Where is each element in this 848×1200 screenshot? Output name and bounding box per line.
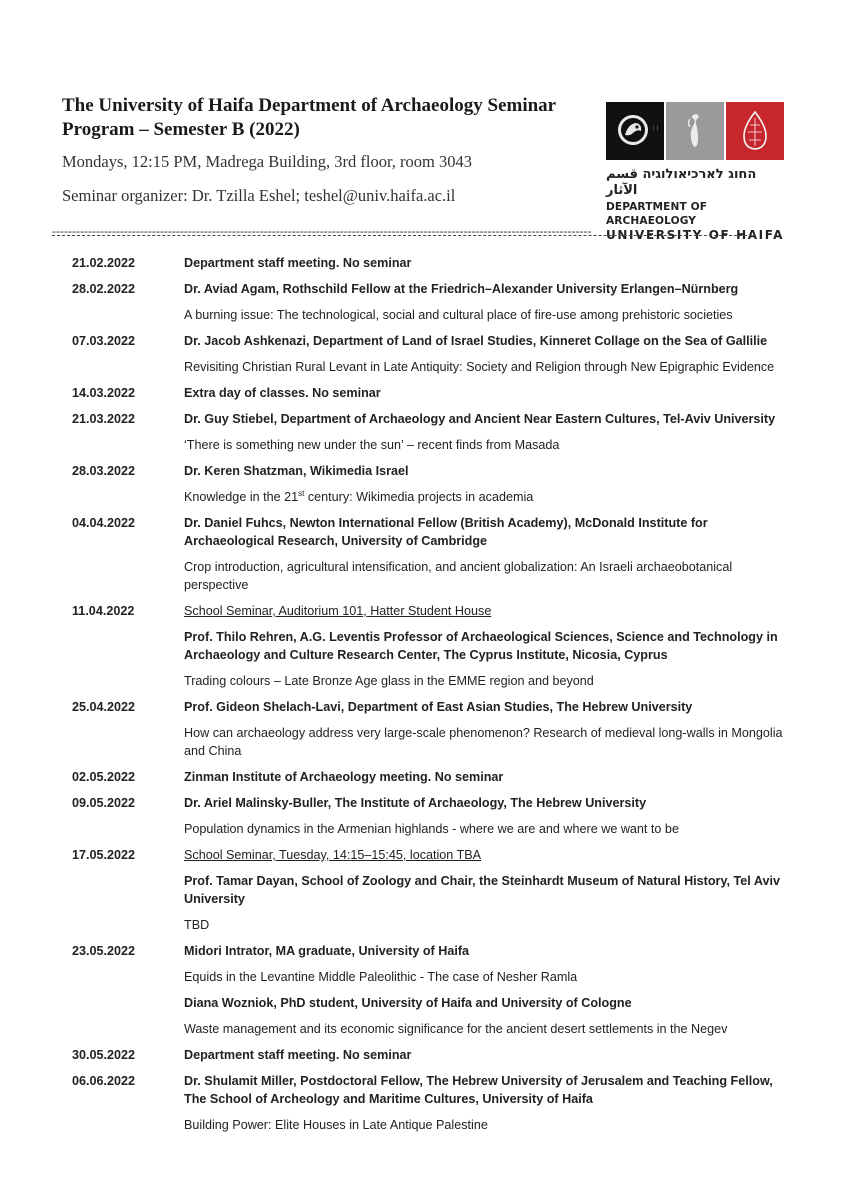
entry-date: 11.04.2022: [72, 604, 135, 618]
vessel-emblem-icon: [666, 102, 724, 160]
schedule-entry: [72, 384, 792, 402]
no-seminar-note: Extra day of classes. No seminar: [184, 386, 381, 400]
entry-date: 30.05.2022: [72, 1048, 136, 1062]
document-title: [62, 94, 602, 142]
speaker-line: Dr. Aviad Agam, Rothschild Fellow at the Friedrich–Alexander University Erlangen–Nürnberg: [184, 282, 739, 296]
entry-date: 02.05.2022: [72, 770, 136, 784]
entry-date: 14.03.2022: [72, 386, 136, 400]
schedule-entry: [72, 514, 792, 594]
schedule-entry: [72, 410, 792, 454]
schedule-entry: [72, 280, 792, 324]
talk-title: Equids in the Levantine Middle Paleolithic - The case of Nesher Ramla: [184, 970, 578, 984]
schedule-entry: [72, 332, 792, 376]
school-seminar-label: School Seminar, Auditorium 101, Hatter Student House: [184, 604, 492, 618]
logo-department-text: DEPARTMENT OF ARCHAEOLOGY: [606, 201, 708, 227]
coin-emblem-icon: [606, 102, 664, 160]
talk-title: Crop introduction, agricultural intensification, and ancient globalization: An Israeli archaeobotanical perspective: [184, 560, 733, 592]
venue-info: Mondays, 12:15 PM, Madrega Building, 3rd floor, room 3043: [62, 152, 472, 171]
entry-date: 21.02.2022: [72, 256, 136, 270]
schedule-entry: [72, 846, 792, 934]
svg-text:ᛁᛁ: ᛁᛁ: [652, 125, 660, 132]
entry-date: 21.03.2022: [72, 412, 136, 426]
talk-title: Building Power: Elite Houses in Late Antique Palestine: [184, 1118, 488, 1132]
speaker-line: Dr. Guy Stiebel, Department of Archaeology and Ancient Near Eastern Cultures, Tel-Aviv University: [184, 412, 776, 426]
entry-date: 09.05.2022: [72, 796, 136, 810]
schedule-entry: [72, 794, 792, 838]
seminar-program: [72, 254, 792, 1142]
schedule-entry: [72, 462, 792, 506]
talk-title: TBD: [184, 918, 210, 932]
talk-title-part: century: Wikimedia projects in academia: [304, 490, 534, 504]
entry-date: 04.04.2022: [72, 516, 136, 530]
schedule-entry: [72, 254, 792, 272]
logo-hebrew-arabic-text: החוג לארכיאולוגיה قسم الآثار: [606, 167, 757, 198]
pomegranate-emblem-icon: [726, 102, 784, 160]
speaker-line: Dr. Ariel Malinsky-Buller, The Institute of Archaeology, The Hebrew University: [184, 796, 647, 810]
talk-title: How can archaeology address very large-scale phenomenon? Research of medieval long-walls in Mongolia and China: [184, 726, 783, 758]
speaker-line: Dr. Shulamit Miller, Postdoctoral Fellow, The Hebrew University of Jerusalem and Teaching Fellow, The School of Archeology and Maritime Cultures, University of Haifa: [184, 1074, 773, 1106]
title-line-2: Program – Semester B (2022): [62, 119, 300, 140]
speaker-line: Prof. Tamar Dayan, School of Zoology and Chair, the Steinhardt Museum of Natural History, Tel Aviv University: [184, 874, 780, 906]
speaker-line: Dr. Keren Shatzman, Wikimedia Israel: [184, 464, 409, 478]
talk-title: Waste management and its economic significance for the ancient desert settlements in the Negev: [184, 1022, 728, 1036]
schedule-entry: [72, 698, 792, 760]
talk-title-part: Knowledge in the 21: [184, 490, 299, 504]
entry-date: 23.05.2022: [72, 944, 136, 958]
speaker-line: Prof. Gideon Shelach-Lavi, Department of East Asian Studies, The Hebrew University: [184, 700, 693, 714]
talk-title: [184, 488, 792, 506]
organizer-info: Seminar organizer: Dr. Tzilla Eshel; teshel@univ.haifa.ac.il: [62, 186, 456, 205]
no-seminar-note: Zinman Institute of Archaeology meeting. No seminar: [184, 770, 504, 784]
speaker-line: Prof. Thilo Rehren, A.G. Leventis Professor of Archaeological Sciences, Science and Technology in Archaeology and Culture Research Center, The Cyprus Institute, Nicosia, Cyprus: [184, 630, 778, 662]
speaker-line: Diana Wozniok, PhD student, University of Haifa and University of Cologne: [184, 996, 632, 1010]
schedule-entry: [72, 1072, 792, 1134]
talk-title: Trading colours – Late Bronze Age glass in the EMME region and beyond: [184, 674, 594, 688]
talk-title: A burning issue: The technological, social and cultural place of fire-use among prehistoric societies: [184, 308, 733, 322]
entry-date: 28.02.2022: [72, 282, 136, 296]
no-seminar-note: Department staff meeting. No seminar: [184, 256, 412, 270]
logo-university-text: UNIVERSITY OF HAIFA: [606, 228, 785, 242]
schedule-entry: [72, 768, 792, 786]
entry-date: 06.06.2022: [72, 1074, 136, 1088]
schedule-entry: [72, 942, 792, 1038]
speaker-line: Dr. Daniel Fuhcs, Newton International Fellow (British Academy), McDonald Institute for Archaeological Research, University of Cambridge: [184, 516, 708, 548]
speaker-line: Midori Intrator, MA graduate, University of Haifa: [184, 944, 470, 958]
logo-emblems: [606, 102, 788, 160]
title-line-1: The University of Haifa Department of Archaeology Seminar: [62, 95, 557, 116]
talk-title: ‘There is something new under the sun’ – recent finds from Masada: [184, 438, 560, 452]
no-seminar-note: Department staff meeting. No seminar: [184, 1048, 412, 1062]
schedule-entry: [72, 1046, 792, 1064]
talk-title: Revisiting Christian Rural Levant in Late Antiquity: Society and Religion through New Epigraphic Evidence: [184, 360, 775, 374]
entry-date: 17.05.2022: [72, 848, 136, 862]
speaker-line: Dr. Jacob Ashkenazi, Department of Land of Israel Studies, Kinneret Collage on the Sea of Gallilie: [184, 334, 768, 348]
schedule-entry: [72, 602, 792, 690]
department-logo: [606, 102, 788, 242]
school-seminar-label: School Seminar, Tuesday, 14:15–15:45, location TBA: [184, 848, 482, 862]
entry-date: 25.04.2022: [72, 700, 136, 714]
entry-date: 07.03.2022: [72, 334, 136, 348]
ordinal-suffix: st: [298, 488, 305, 498]
dashed-divider: ---------------------------------------------------------------------------------------------------------------------------------------: [52, 226, 752, 236]
talk-title: Population dynamics in the Armenian highlands - where we are and where we want to be: [184, 822, 679, 836]
entry-date: 28.03.2022: [72, 464, 136, 478]
